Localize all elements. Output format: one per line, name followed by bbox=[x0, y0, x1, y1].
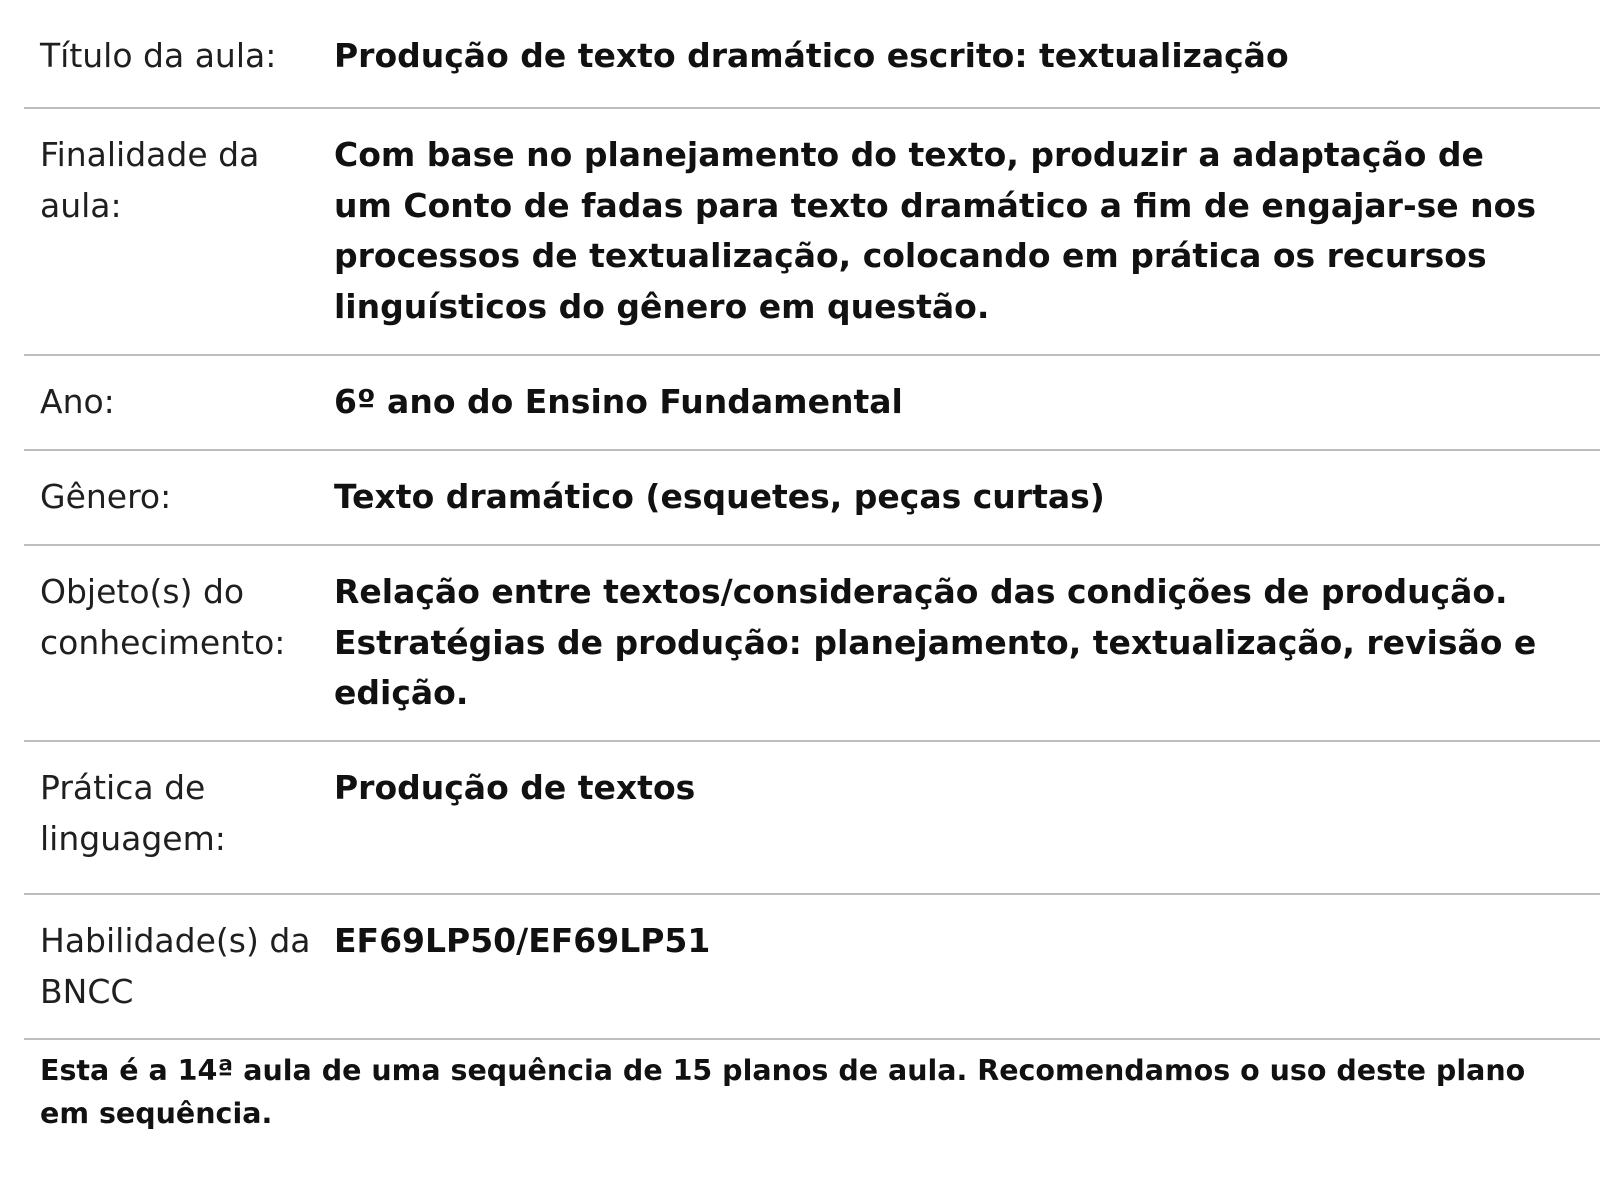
row-value: Relação entre textos/consideração das condições de produção. Estratégias de produção: planejamento, textualização, revisão e edição. bbox=[334, 572, 1537, 712]
row-label: Objeto(s) do conhecimento: bbox=[40, 572, 286, 662]
row-value: Produção de texto dramático escrito: textualização bbox=[334, 36, 1289, 75]
row-value: 6º ano do Ensino Fundamental bbox=[334, 382, 903, 421]
row-label: Título da aula: bbox=[40, 36, 277, 75]
row-bncc-skills bbox=[24, 895, 1600, 1040]
row-lesson-purpose bbox=[24, 109, 1600, 356]
row-school-year bbox=[24, 356, 1600, 451]
row-knowledge-objects bbox=[24, 546, 1600, 742]
row-value: Texto dramático (esquetes, peças curtas) bbox=[334, 477, 1105, 516]
row-language-practice bbox=[24, 742, 1600, 895]
sequence-note: Esta é a 14ª aula de uma sequência de 15 planos de aula. Recomendamos o uso deste plano em sequência. bbox=[40, 1054, 1526, 1130]
row-label: Finalidade da aula: bbox=[40, 135, 260, 225]
row-value: EF69LP50/EF69LP51 bbox=[334, 921, 711, 960]
row-label: Prática de linguagem: bbox=[40, 768, 226, 858]
row-value: Com base no planejamento do texto, produzir a adaptação de um Conto de fadas para texto dramático a fim de engajar-se nos processos de textualização, colocando em prática os recursos linguísticos do gênero em questão. bbox=[334, 135, 1536, 326]
row-label: Gênero: bbox=[40, 477, 172, 516]
row-genre bbox=[24, 451, 1600, 546]
row-lesson-title bbox=[24, 0, 1600, 109]
lesson-info-table bbox=[24, 0, 1600, 1040]
row-label: Habilidade(s) da BNCC bbox=[40, 921, 311, 1011]
row-label: Ano: bbox=[40, 382, 115, 421]
row-value: Produção de textos bbox=[334, 768, 696, 807]
